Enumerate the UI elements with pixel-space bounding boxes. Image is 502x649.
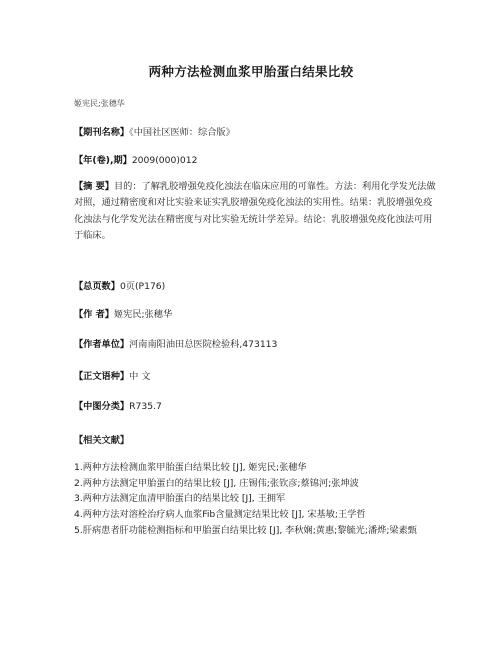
abstract-row (74, 179, 436, 244)
reference-item[interactable]: 1.两种方法检测血浆甲胎蛋白结果比较 [J], 姬宪民;张穗华 (74, 462, 307, 473)
unit-value: 河南南阳油田总医院检验科,473113 (129, 339, 278, 350)
class-key: 【中图分类】 (74, 401, 130, 412)
class-row (74, 398, 434, 415)
language-row (74, 368, 434, 385)
journal-key: 【期刊名称】 (74, 127, 130, 138)
abstract-text: 目的：了解乳胶增强免疫化浊法在临床应用的可靠性。方法：利用化学发光法做对照，通过精密度和对比实验来证实乳胶增强免疫化浊法的实用性。结果：乳胶增强免疫化浊法与化学发光法在精密度与对比实验无统计学差异。结论：乳胶增强免疫化浊法可用于临床。 (74, 181, 436, 241)
author-key: 【作 者】 (74, 309, 114, 320)
pages-value: 0页(P176) (119, 281, 166, 292)
abstract-key: 【摘 要】 (74, 181, 114, 192)
language-key: 【正文语种】 (74, 371, 130, 382)
authors-line: 姬宪民;张穗华 (74, 99, 125, 108)
year-key: 【年(卷),期】 (74, 155, 132, 166)
author-row (74, 306, 434, 323)
year-row (74, 152, 434, 169)
year-value: 2009(000)012 (131, 155, 198, 166)
unit-row (74, 336, 434, 353)
reference-item[interactable]: 2.两种方法测定甲胎蛋白的结果比较 [J], 庄锡伟;张钦彦;蔡锦河;张坤波 (74, 477, 359, 489)
journal-row (74, 124, 434, 141)
reference-item[interactable]: 3.两种方法测定血清甲胎蛋白的结果比较 [J], 王拥军 (74, 493, 286, 505)
unit-key: 【作者单位】 (74, 339, 130, 350)
references-heading: 【相关文献】 (74, 435, 130, 446)
class-value: R735.7 (129, 401, 162, 412)
reference-item[interactable]: 4.两种方法对溶栓治疗病人血浆Fib含量测定结果比较 [J], 宋基敏;王学哲 (74, 509, 366, 521)
document-title: 两种方法检测血浆甲胎蛋白结果比较 (148, 64, 354, 79)
journal-value: 《中国社区医师：综合版》 (129, 127, 235, 138)
pages-row (74, 278, 434, 295)
reference-item[interactable]: 5.肝病患者肝功能检测指标和甲胎蛋白结果比较 [J], 李秋娴;黄惠;黎毓光;潘烨;梁素甄 (74, 524, 417, 536)
language-value: 中 文 (129, 371, 151, 382)
references-list (74, 460, 434, 539)
author-value: 姬宪民;张穗华 (113, 309, 173, 320)
pages-key: 【总页数】 (74, 281, 120, 292)
